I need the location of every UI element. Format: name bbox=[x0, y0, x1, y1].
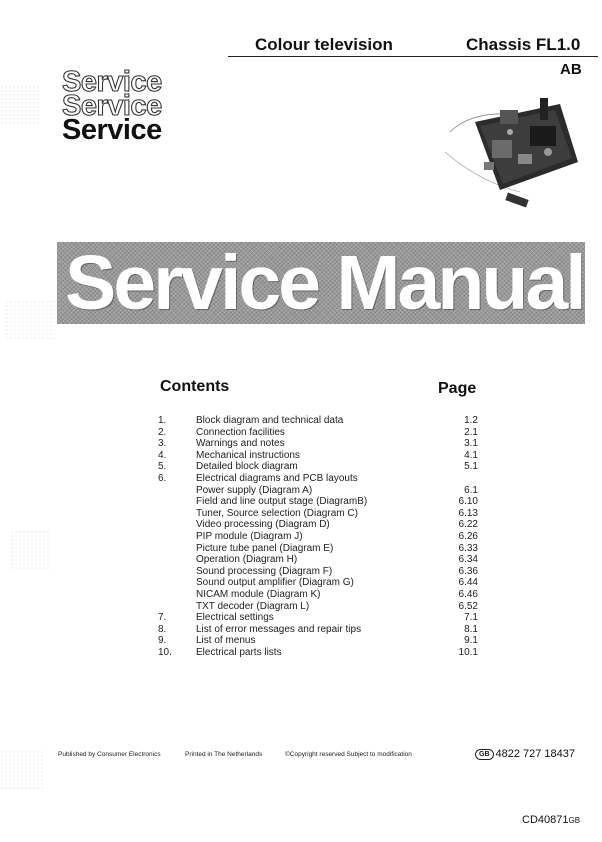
toc-number: 7. bbox=[158, 612, 167, 624]
region-code: AB bbox=[560, 61, 582, 78]
toc-row bbox=[158, 647, 478, 659]
scan-noise bbox=[0, 750, 45, 790]
gb-badge: GB bbox=[475, 749, 494, 760]
toc-row bbox=[158, 485, 478, 497]
toc-page: 6.1 bbox=[464, 484, 478, 496]
document-number-code: CD40871 bbox=[522, 814, 569, 826]
toc-number: 6. bbox=[158, 473, 167, 484]
toc-label: Sound output amplifier (Diagram G) bbox=[196, 577, 354, 589]
toc-row bbox=[158, 554, 478, 566]
scan-noise bbox=[0, 85, 40, 125]
toc-row bbox=[158, 635, 478, 647]
toc-row bbox=[158, 577, 478, 589]
service-logo-line-3: Service bbox=[62, 114, 162, 146]
toc-row bbox=[158, 601, 478, 613]
toc-number: 4. bbox=[158, 449, 167, 461]
toc-number: 2. bbox=[158, 426, 167, 438]
toc-page: 3.1 bbox=[464, 438, 478, 450]
toc-number: 8. bbox=[158, 623, 167, 635]
toc-row bbox=[158, 589, 478, 601]
toc-number: 1. bbox=[158, 415, 167, 426]
toc-page: 6.44 bbox=[458, 577, 478, 589]
toc-label: List of error messages and repair tips bbox=[196, 623, 362, 635]
table-of-contents bbox=[158, 415, 478, 675]
service-manual-banner bbox=[57, 242, 585, 324]
toc-label: Field and line output stage (DiagramB) bbox=[196, 496, 368, 508]
part-code-number: 4822 727 18437 bbox=[495, 748, 576, 760]
toc-row bbox=[158, 473, 478, 485]
toc-label: Electrical settings bbox=[196, 612, 274, 624]
toc-row bbox=[158, 461, 478, 473]
toc-row bbox=[158, 415, 478, 427]
toc-number: 5. bbox=[158, 461, 167, 473]
toc-page: 6.26 bbox=[458, 531, 478, 542]
service-logo bbox=[62, 66, 162, 146]
toc-label: Picture tube panel (Diagram E) bbox=[196, 542, 334, 554]
toc-label: Sound processing (Diagram F) bbox=[196, 565, 333, 577]
contents-heading: Contents bbox=[160, 378, 230, 395]
toc-page: 8.1 bbox=[464, 623, 478, 635]
service-logo-line-1: Service bbox=[62, 66, 162, 98]
toc-label: NICAM module (Diagram K) bbox=[196, 589, 321, 600]
toc-number: 3. bbox=[158, 438, 167, 450]
toc-row bbox=[158, 612, 478, 624]
toc-page: 5.1 bbox=[464, 461, 478, 473]
toc-label: Electrical parts lists bbox=[196, 647, 282, 658]
toc-page: 6.33 bbox=[458, 542, 478, 554]
toc-page: 6.46 bbox=[458, 589, 478, 600]
toc-label: List of menus bbox=[196, 635, 256, 647]
page-heading: Page bbox=[438, 380, 477, 397]
toc-label: Warnings and notes bbox=[196, 438, 285, 450]
toc-label: Power supply (Diagram A) bbox=[196, 484, 313, 496]
toc-label: Tuner, Source selection (Diagram C) bbox=[196, 507, 358, 519]
toc-row bbox=[158, 531, 478, 543]
toc-page: 6.10 bbox=[458, 496, 478, 508]
toc-page: 4.1 bbox=[464, 449, 478, 461]
scan-noise bbox=[10, 530, 50, 570]
toc-page: 9.1 bbox=[464, 635, 478, 647]
toc-row bbox=[158, 519, 478, 531]
scan-noise bbox=[5, 300, 55, 340]
toc-label: Detailed block diagram bbox=[196, 461, 298, 473]
toc-row bbox=[158, 624, 478, 636]
toc-label: Video processing (Diagram D) bbox=[196, 519, 330, 531]
toc-page: 6.22 bbox=[458, 519, 478, 531]
toc-page: 2.1 bbox=[464, 426, 478, 438]
toc-page: 6.34 bbox=[458, 554, 478, 566]
toc-row bbox=[158, 438, 478, 450]
toc-row bbox=[158, 543, 478, 555]
copyright-text: ©Copyright reserved Subject to modification bbox=[285, 751, 412, 758]
toc-page: 10.1 bbox=[458, 647, 478, 658]
document-number-suffix: GB bbox=[568, 816, 581, 825]
toc-row bbox=[158, 496, 478, 508]
publisher-text: Published by Consumer Electronics bbox=[58, 751, 161, 758]
service-logo-line-2: Service bbox=[62, 90, 162, 122]
toc-label: PIP module (Diagram J) bbox=[196, 531, 303, 542]
toc-row bbox=[158, 508, 478, 520]
toc-number: 9. bbox=[158, 635, 167, 647]
product-title: Colour television bbox=[255, 35, 393, 54]
toc-label: Operation (Diagram H) bbox=[196, 554, 298, 566]
toc-number: 10. bbox=[158, 647, 172, 658]
toc-row bbox=[158, 450, 478, 462]
toc-page: 7.1 bbox=[464, 612, 478, 624]
toc-page: 6.52 bbox=[458, 600, 478, 612]
toc-row bbox=[158, 427, 478, 439]
header-rule bbox=[228, 56, 598, 57]
toc-label: Connection facilities bbox=[196, 426, 285, 438]
toc-label: Block diagram and technical data bbox=[196, 415, 344, 426]
document-number bbox=[522, 814, 580, 826]
toc-page: 6.13 bbox=[458, 507, 478, 519]
toc-label: Mechanical instructions bbox=[196, 449, 300, 461]
pcb-photo bbox=[440, 92, 580, 212]
chassis-title: Chassis FL1.0 bbox=[466, 35, 581, 54]
toc-row bbox=[158, 566, 478, 578]
toc-page: 1.2 bbox=[464, 415, 478, 426]
part-code bbox=[475, 748, 575, 760]
banner-title: Service Manual bbox=[65, 242, 584, 324]
toc-page: 6.36 bbox=[458, 565, 478, 577]
toc-label: TXT decoder (Diagram L) bbox=[196, 600, 310, 612]
toc-label: Electrical diagrams and PCB layouts bbox=[196, 473, 358, 484]
printed-text: Printed in The Netherlands bbox=[185, 751, 263, 758]
